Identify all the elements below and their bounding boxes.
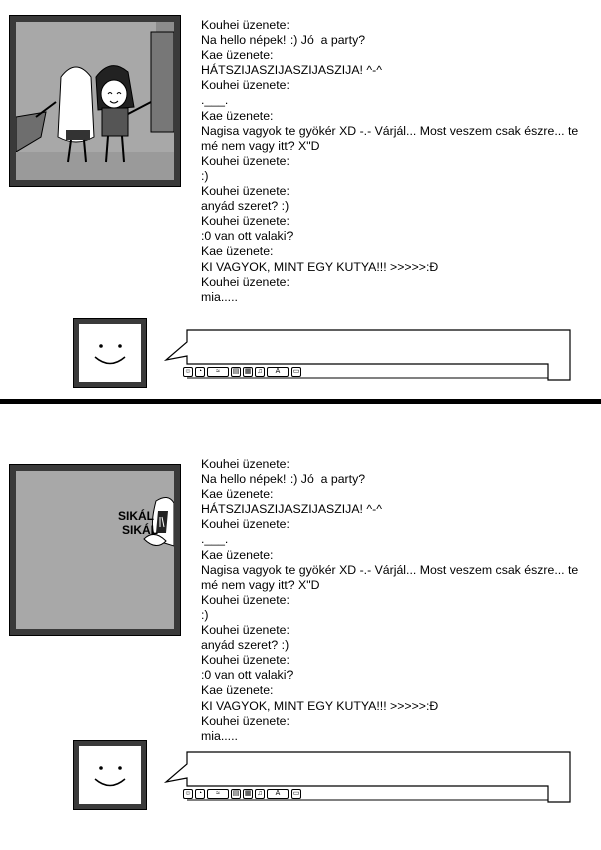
chat-line: Na hello népek! :) Jó a party? — [201, 33, 366, 48]
chat-line: Kae üzenete: — [201, 48, 274, 63]
emoticon-icon[interactable]: ☺ — [184, 790, 192, 797]
chat-line: Kouhei üzenete: — [201, 184, 290, 199]
chat-line: Kouhei üzenete: — [201, 623, 290, 638]
chat-line: mia..... — [201, 728, 238, 743]
text-icon[interactable]: A — [267, 789, 289, 799]
webcam-view — [16, 22, 174, 180]
chat-line: KI VAGYOK, MINT EGY KUTYA!!! >>>>>:Đ — [201, 259, 439, 274]
chat-log — [201, 18, 581, 305]
webcam-party-scene — [16, 22, 174, 180]
chat-line: Kouhei üzenete: — [201, 153, 290, 168]
input-toolbar — [183, 366, 301, 378]
chat-line: Kouhei üzenete: — [201, 78, 290, 93]
chat-line: Nagisa vagyok te gyökér XD -.- Várjál... Most veszem csak észre... te mé nem vagy itt? X"D — [201, 123, 582, 153]
user-avatar — [73, 318, 147, 388]
chat-line: :0 van ott valaki? — [201, 668, 294, 683]
webcam-frame — [9, 464, 181, 636]
sound-effect-text: SIKÁL — [118, 509, 154, 523]
chat-line: Kouhei üzenete: — [201, 214, 290, 229]
input-toolbar — [183, 788, 301, 800]
nudge-icon[interactable]: ≈ — [207, 367, 229, 377]
webcam-scrubbing-scene — [16, 471, 174, 629]
chat-line: Kouhei üzenete: — [201, 18, 290, 32]
image-icon[interactable]: ▦ — [244, 790, 252, 797]
chat-line: Nagisa vagyok te gyökér XD -.- Várjál... Most veszem csak észre... te mé nem vagy itt? X"D — [201, 562, 582, 592]
image-icon[interactable]: ▦ — [244, 368, 252, 375]
chat-line: anyád szeret? :) — [201, 199, 290, 214]
comic-panel-top — [0, 0, 601, 400]
webcam-frame — [9, 15, 181, 187]
chat-line: HÁTSZIJASZIJASZIJASZIJA! ^-^ — [201, 502, 382, 517]
comic-panel-bottom — [0, 420, 601, 820]
chat-line: Kouhei üzenete: — [201, 457, 290, 471]
chat-line: Kae üzenete: — [201, 244, 274, 259]
panel-divider — [0, 399, 601, 404]
nudge-icon[interactable]: ≈ — [207, 789, 229, 799]
font-icon[interactable]: ▤ — [232, 790, 240, 797]
chat-log — [201, 457, 581, 744]
chat-line: Kouhei üzenete: — [201, 713, 290, 728]
emoticon-icon[interactable]: ☺ — [184, 368, 192, 375]
chat-line: HÁTSZIJASZIJASZIJASZIJA! ^-^ — [201, 63, 382, 78]
chat-line: Kouhei üzenete: — [201, 274, 290, 289]
chat-line: :) — [201, 168, 209, 183]
folder-icon[interactable]: ▭ — [292, 790, 300, 797]
chat-line: anyád szeret? :) — [201, 638, 290, 653]
wink-icon[interactable]: ◔ — [195, 789, 205, 799]
wink-icon[interactable]: ◔ — [195, 367, 205, 377]
chat-line: Kae üzenete: — [201, 487, 274, 502]
smiley-face-icon — [79, 324, 141, 382]
chat-line: Kouhei üzenete: — [201, 517, 290, 532]
text-icon[interactable]: A — [267, 367, 289, 377]
smiley-face-icon — [79, 746, 141, 804]
user-avatar — [73, 740, 147, 810]
chat-line: Kae üzenete: — [201, 683, 274, 698]
chat-line: .___. — [201, 93, 229, 108]
chat-line: .___. — [201, 532, 229, 547]
chat-line: :) — [201, 607, 209, 622]
chat-line: Na hello népek! :) Jó a party? — [201, 472, 366, 487]
music-icon[interactable]: ♫ — [255, 789, 265, 799]
chat-line: Kouhei üzenete: — [201, 592, 290, 607]
chat-line: Kae üzenete: — [201, 108, 274, 123]
chat-line: KI VAGYOK, MINT EGY KUTYA!!! >>>>>:Đ — [201, 698, 439, 713]
sound-effect-text: SIKÁL — [122, 523, 158, 537]
music-icon[interactable]: ♫ — [255, 367, 265, 377]
webcam-view — [16, 471, 174, 629]
chat-line: Kae üzenete: — [201, 547, 274, 562]
chat-line: mia..... — [201, 289, 238, 304]
font-icon[interactable]: ▤ — [232, 368, 240, 375]
chat-line: Kouhei üzenete: — [201, 653, 290, 668]
folder-icon[interactable]: ▭ — [292, 368, 300, 375]
chat-line: :0 van ott valaki? — [201, 229, 294, 244]
